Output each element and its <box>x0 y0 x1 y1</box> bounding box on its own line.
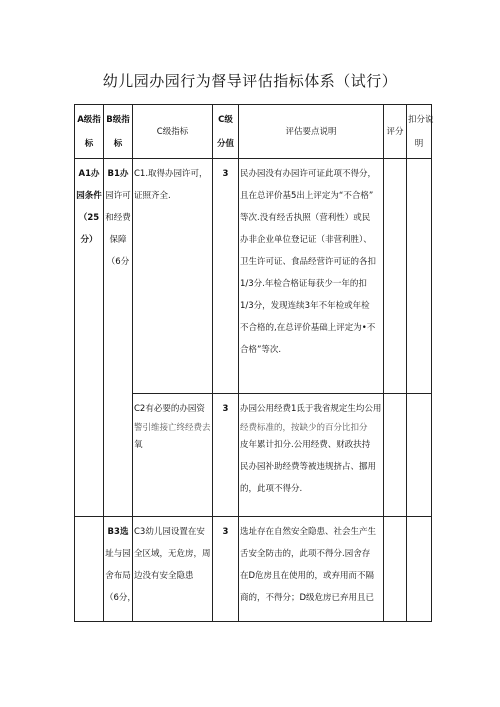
table-header-row <box>75 105 432 159</box>
header-b-level: B级指 标 <box>104 105 133 159</box>
page-title: 幼儿园办园行为督导评估指标体系（试行） <box>102 72 398 90</box>
header-c-score: C级 分值 <box>213 105 239 159</box>
a-level-cell: A1办 园条件 （25 分） <box>75 159 104 517</box>
score-cell: 3 <box>213 517 239 622</box>
table-row <box>75 159 432 394</box>
points-cell: 民办园没有办园许可证此项不得分， 且在总评价基5出上评定为“不合格” 等次.没有经舌执照（营利性）或民 办非企业单位登记证（非营利胜）、 卫生许可证、食品经营许可证的各扣 1/3分.年检合格证每获少一年的扣 1/3分，发现连续3年不年检或年检 不合格的,在总评价基础上评定为•不 合格”等次. <box>239 159 384 394</box>
c-level-cell: C3幼儿园设置在安 全区域，无危房，周 边没有安全隐患 <box>133 517 213 622</box>
c-level-cell: C2有必要的办园资 警引维接亡终经费去 氧 <box>133 394 213 517</box>
score-cell: 3 <box>213 159 239 394</box>
rating-cell <box>384 159 407 394</box>
header-a-level: A级指 标 <box>75 105 104 159</box>
table-row <box>75 517 432 622</box>
points-cell: 办园公用经费1氐于我省规定生均公用 经费标准的，按缺少的百分比扣分 皮年累计扣分.公用经费、财政扶持 民办园补助经费等被违规挤占、挪用 的，此项不得分. <box>239 394 384 517</box>
rating-cell <box>384 517 407 622</box>
score-cell: 3 <box>213 394 239 517</box>
points-cell: 选址存在自然安全隐患、社会生产生 舌安全防击的，此项不得分.园舍存 在D危房且在使用的，或弃用而不隔 商的，不得分；D级危房已弃用且已 <box>239 517 384 622</box>
evaluation-table <box>74 104 432 622</box>
b-level-cell: B1办 园许可 和经费 保障 （6分 <box>104 159 133 517</box>
deduct-cell <box>407 159 432 394</box>
b-level-cell: B3选 址与园 舍布局 （6分， <box>104 517 133 622</box>
a-level-cell <box>75 517 104 622</box>
header-score: 评分 <box>384 105 407 159</box>
deduct-cell <box>407 394 432 517</box>
header-points: 评估要点说明 <box>239 105 384 159</box>
rating-cell <box>384 394 407 517</box>
c-level-cell: C1.取得办园许可， 证照齐全. <box>133 159 213 394</box>
deduct-cell <box>407 517 432 622</box>
header-deduct: 扣分说 明 <box>407 105 432 159</box>
header-c-level: C级指标 <box>133 105 213 159</box>
